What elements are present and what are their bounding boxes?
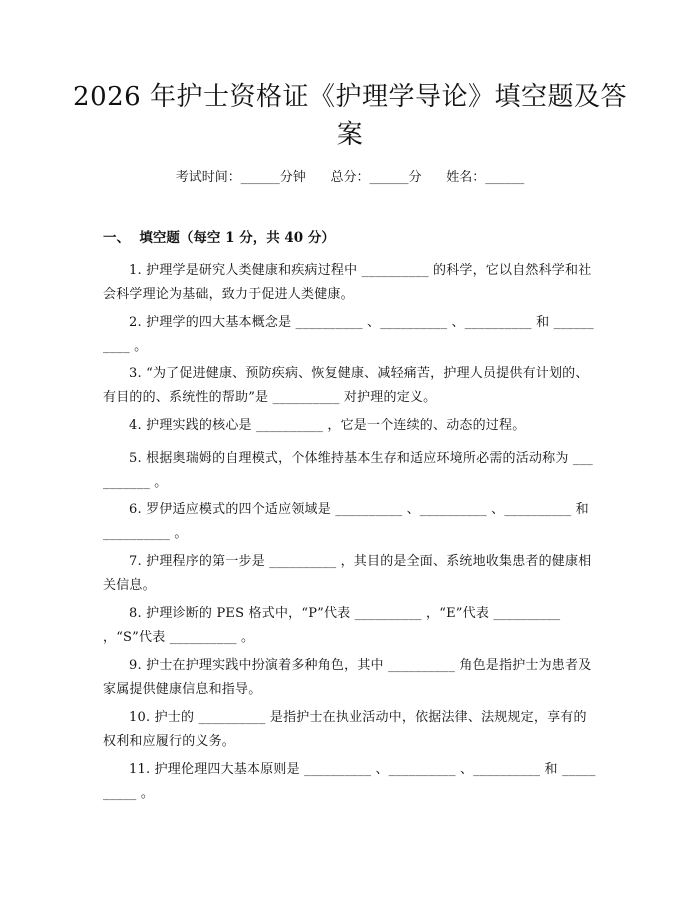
document-title: 2026 年护士资格证《护理学导论》填空题及答案 — [73, 82, 627, 150]
question-6: 6. 罗伊适应模式的四个适应领域是 __________ 、__________ 、__________ 和 __________ 。 — [103, 502, 589, 541]
question-4: 4. 护理实践的核心是 __________ ，它是一个连续的、动态的过程。 — [129, 418, 526, 433]
question-8: 8. 护理诊断的 PES 格式中，“P”代表 __________ ，“E”代表 __________ ，“S”代表 __________ 。 — [103, 606, 561, 645]
section-heading: 一、 填空题（每空 1 分，共 40 分） — [103, 230, 335, 246]
question-2: 2. 护理学的四大基本概念是 __________ 、__________ 、__________ 和 __________ 。 — [103, 315, 594, 354]
question-1: 1. 护理学是研究人类健康和疾病过程中 __________ 的科学，它以自然科学和社会科学理论为基础，致力于促进人类健康。 — [103, 263, 592, 302]
question-3: 3. “为了促进健康、预防疾病、恢复健康、减轻痛苦，护理人员提供有计划的、有目的的、系统性的帮助”是 __________ 对护理的定义。 — [103, 366, 589, 405]
question-11: 11. 护理伦理四大基本原则是 __________ 、__________ 、__________ 和 __________ 。 — [103, 762, 596, 801]
exam-info-line: 考试时间：______分钟 总分：______分 姓名：______ — [175, 170, 525, 185]
question-5: 5. 根据奥瑞姆的自理模式，个体维持基本生存和适应环境所必需的活动称为 __________ 。 — [103, 451, 593, 490]
question-10: 10. 护士的 __________ 是指护士在执业活动中，依据法律、法规规定，享有的权利和应履行的义务。 — [103, 710, 587, 749]
question-9: 9. 护士在护理实践中扮演着多种角色，其中 __________ 角色是指护士为患者及家属提供健康信息和指导。 — [103, 658, 592, 697]
question-7: 7. 护理程序的第一步是 __________ ，其目的是全面、系统地收集患者的健康相关信息。 — [103, 554, 592, 593]
